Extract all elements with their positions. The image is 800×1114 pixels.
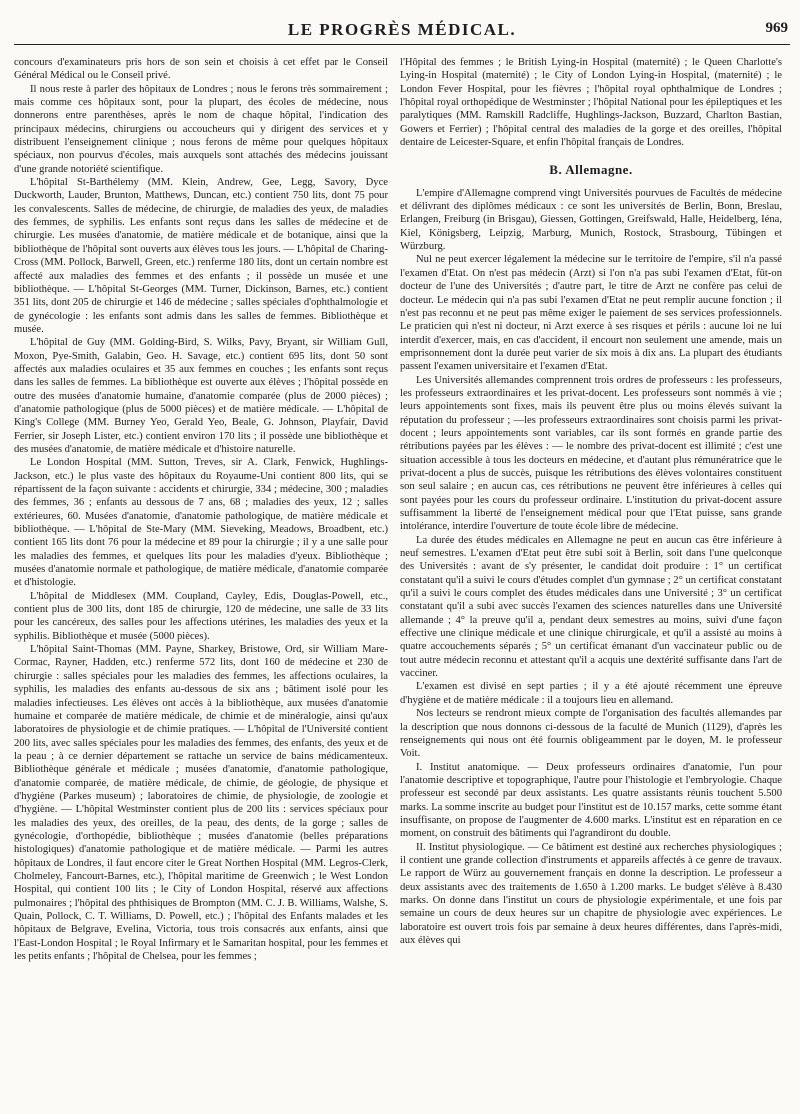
- paragraph: La durée des études médicales en Allemagne ne peut en aucun cas être inférieure à neuf semestres. L'examen d'Etat peut être subi soit à Berlin, soit dans l'une quelconque des Universités : avant de s'y présenter, le candidat doit produire : 1° un certificat constatant qu'il a suivi le cours d'études complet d'un gymnase ; 2° un certificat constatant qu'il a suivi le cours complet des études médicales dans une Université ; 3° un certificat constatant qu'il a subi avec succès l'examen des sciences naturelles dans une Université allemande ; 4° la preuve qu'il a, pendant deux semestres au moins, suivi d'une façon effective une clinique médicale et une clinique chirurgicale, et qu'il a assisté au moins à quatre accouchements séparés ; 5° un certificat émanant d'un vaccinateur public ou de tout autre médecin reconnu et attestant qu'il a acquis une dextérité suffisante dans l'art de vacciner.: [400, 534, 782, 680]
- section-heading: B. Allemagne.: [549, 162, 633, 178]
- journal-title: LE PROGRÈS MÉDICAL.: [287, 20, 517, 39]
- page-number: 969: [765, 20, 788, 36]
- paragraph: L'empire d'Allemagne comprend vingt Universités pourvues de Facultés de médecine et délivrant des diplômes médicaux : ce sont les universités de Berlin, Bonn, Breslau, Erlangen, Freiburg (in Brisgau), Giessen, Gottingen, Greifswald, Halle, Heidelberg, Iéna, Kiel, Königsberg, Leipzig, Marburg, Munich, Rostock, Strasbourg, Tübingen et Würzburg.: [400, 187, 782, 253]
- paragraph: II. Institut physiologique. — Ce bâtiment est destiné aux recherches physiologiques ; il contient une grande collection d'instruments et appareils affectés à ce genre de travaux. Le rapport de Würz au gouvernement français en donne la description. Le professeur a deux assistants avec des traitements de 1.650 à 1.200 marks. Le budget s'élève à 8.430 marks. On donne dans l'institut un cours de physiologie expérimentale, et une fois par semaine un cours de deux heures sur un chapitre de physiologie avec expériences. Le laboratoire est ouvert trois fois par semaine à deux heures différentes, dans l'après-midi, aux élèves qui: [400, 841, 782, 946]
- paragraph: l'Hôpital des femmes ; le British Lying-in Hospital (maternité) ; le Queen Charlotte's Lying-in Hospital (maternité) ; le City of London Lying-in Hospital, (maternité) ; le London Fever Hospital, pour les fièvres ; l'hôpital royal ophthalmique de Londres ; l'hôpital royal orthopédique de Westminster ; l'hôpital National pour les épileptiques et les paralytiques (MM. Ramskill Radcliffe, Hughlings-Jackson, Buzzard, Charlton Bastian, Gowers et Ferrier) ; l'hôpital central des maladies de la gorge et des oreilles, l'hôpital dentaire de Leicester-Square, et enfin l'hôpital français de Londres.: [400, 57, 782, 149]
- paragraph: Le London Hospital (MM. Sutton, Treves, sir A. Clark, Fenwick, Hughlings-Jackson, etc.) le plus vaste des hôpitaux du Royaume-Uni contient 800 lits, qui se répartissent de la façon suivante : accidents et chirurgie, 334 ; médecine, 300 ; maladies des femmes, 36 ; enfants au dessous de 7 ans, 68 ; maladies des yeux, 12 ; salles extérieures, 60. Musées d'anatomie, d'anatomie pathologique, de matière médicale et bibliothèque. — L'hôpital de Ste-Mary (MM. Sieveking, Meadows, Broadbent, etc.) contient 165 lits dont 76 pour la médecine et 89 pour la chirurgie ; il y a une salle pour les maladies des femmes, et quelques lits pour les maladies d'yeux. Bibliothèque ; musées d'anatomie normale et pathologique, de matière médicale, d'anatomie comparée et d'histologie.: [14, 457, 388, 589]
- paragraph: Il nous reste à parler des hôpitaux de Londres ; nous le ferons très sommairement ; mais comme ces hôpitaux sont, pour la plupart, des écoles de médecine, nous donnerons entre parenthèses, après le nom de chaque hôpital, l'indication des principaux médecins, chirurgiens ou accoucheurs qui y dirigent des services et y distribuent l'enseignement clinique ; nous ferons de même pour quelques hôpitaux spéciaux, non pourvus d'écoles, mais auxquels sont attachés des médecins jouissant d'une grande notoriété scientifique.: [14, 83, 388, 175]
- paragraph: I. Institut anatomique. — Deux professeurs ordinaires d'anatomie, l'un pour l'anatomie descriptive et topographique, l'autre pour l'histologie et l'embryologie. Chaque professeur est secondé par deux assistants. Les quatre assistants réunis touchent 5.500 marks. La somme inscrite au budget pour l'institut est de 10.157 marks, cette somme étant insuffisante, on propose de l'augmenter de 4.600 marks. L'institut est en réparation en ce moment, on construit des bâtiments qui l'agrandiront du double.: [400, 761, 782, 840]
- paragraph: L'hôpital Saint-Thomas (MM. Payne, Sharkey, Bristowe, Ord, sir William Mare-Cormac, Rayner, Hadden, etc.) renferme 572 lits, dont 160 de médecine et 230 de chirurgie : salles spéciales pour les maladies des femmes, les affections oculaires, la syphilis, les maladies des enfants au-dessous de six ans ; bâtiment isolé pour les maladies infectieuses. Les élèves ont accès à la bibliothèque, aux musées d'anatomie humaine et comparée de matière médicale, de chimie et de minéralogie, ainsi qu'aux laboratoires de physiologie et de chimie pratiques. — L'hôpital de l'Université contient 200 lits, avec salles spéciales pour les maladies des femmes, des enfants, des yeux et de la peau ; à ce dernier département se rattache un service de bains médicamenteux. Bibliothèque générale et médicale ; musées d'anatomie, d'anatomie pathologique, d'anatomie comparée, de matière médicale, de chimie, de géologie, de physique et d'hygiène (Parkes museum) ; laboratoires de chimie, de physiologie, de zoologie et d'hygiène. — L'hôpital Westminster contient plus de 200 lits : services spéciaux pour les maladies des yeux, des oreilles, de la peau, des dents, de la gorge ; salles de gynécologie, d'orthopédie, bibliothèque ; musées d'anatomie (belles préparations histologiques) d'anatomie pathologique et de matière médicale. — Parmi les autres hôpitaux de Londres, il faut encore citer le Great Northen Hospital (MM. Legros-Clerk, Cholmeley, Fancourt-Barnes, etc.), l'hôpital maritime de Greenwich ; le West London Hospital, qui contient 100 lits ; le City of London Hospital, réservé aux affections pulmonaires ; l'hôpital des phthisiques de Brompton (MM. C. J. B. Williams, Walshe, S. Quain, Pollock, C. T. Williams, D. Powell, etc.) ; l'hôpital des Enfants malades et les hôpitaux de Belgrave, Evelina, Victoria, tous trois consacrés aux enfants, ainsi que l'East-London Hospital ; le Royal Infirmary et le Samaritan hospital, pour les femmes et les petits enfants ; l'hôpital de Chelsea, pour les femmes ;: [14, 644, 388, 963]
- left-column: [14, 56, 388, 1108]
- page-header: [14, 20, 790, 45]
- paragraph: Nos lecteurs se rendront mieux compte de l'organisation des facultés allemandes par la description que nous donnons ci-dessous de la faculté de Munich (1129), d'après les renseignements qui nous ont été fournis obligeamment par le doyen, M. le professeur Voit.: [400, 708, 782, 760]
- paragraph: Les Universités allemandes comprennent trois ordres de professeurs : les professeurs, les professeurs extraordinaires et les privat-docent. Les professeurs sont nommés à vie ; leurs appointements sont fixes, mais ils peuvent être plus ou moins élevés suivant la réputation du professeur ; —les professeurs extraordinaires sont choisis parmi les privat-docent ; leurs appointements sont variables, car ils sont formés en grande partie des rétributions payées par les élèves : — le nombre des privat-docent est illimité ; c'est une situation accessible à tous les docteurs en médecine, et d'autant plus rémunératrice que le privat-docent a plus de succès, puisque les rétributions des élèves volontaires constituent son seul salaire ; en aucun cas, ces rétributions ne peuvent être inférieures à celles qui sont payées pour les cours du professeur ordinaire. L'institution du privat-docent assure suffisamment la liberté de l'enseignement médical pour que l'Etat puisse, sans grande intolérance, interdire l'ouverture de toute école libre de médecine.: [400, 374, 782, 533]
- paragraph: concours d'examinateurs pris hors de son sein et choisis à cet effet par le Conseil Général Médical ou le Conseil privé.: [14, 57, 388, 82]
- paragraph: L'hôpital de Middlesex (MM. Coupland, Cayley, Edis, Douglas-Powell, etc., contient plus de 300 lits, dont 185 de chirurgie, 120 de médecine, une salle de 33 lits pour les cancéreux, des salles pour les affections utérines, les maladies des yeux et la syphilis. Bibliothèque et musée (5000 pièces).: [14, 590, 388, 642]
- paragraph: Nul ne peut exercer légalement la médecine sur le territoire de l'empire, s'il n'a passé l'examen d'Etat. On n'est pas médecin (Arzt) si l'on n'a pas subi l'examen d'Etat, fût-on docteur de l'une des Universités ; d'autre part, le titre de Arzt ne confère pas celui de docteur. Le médecin qui n'a pas subi l'examen d'Etat ne peut remplir aucune fonction ; il n'est pas reconnu et ne peut pas même exiger le paiement de ses services professionnels. Le praticien qui n'est ni docteur, ni Arzt exerce à ses risques et périls : aucune loi ne lui interdit d'exercer, mais, en cas d'accident, il encourt non seulement une amende, mais un emprisonnement dont la durée peut varier de six mois à dix ans. La plupart des étudiants passent l'examen universitaire et l'examen d'Etat.: [400, 254, 782, 373]
- paragraph: L'hôpital St-Barthélemy (MM. Klein, Andrew, Gee, Legg, Savory, Dyce Duckworth, Lauder, Brunton, Matthews, Duncan, etc.) contient 750 lits, dont 75 pour les convalescents. Salles de médecine, de chirurgie, de maladies des yeux, de maladies des femmes, de syphilis. Les enfants sont reçus dans les salles de médecine et de chirurgie. Les musées d'anatomie, de matière médicale et de botanique, ainsi que la bibliothèque de l'hôpital sont ouverts aux élèves tous les jours. — L'hôpital de Charing-Cross (MM. Pollock, Barwell, Green, etc.) renferme 180 lits, dont un certain nombre est affecté aux maladies des femmes et des enfants ; il possède un musée et une bibliothèque. — L'hôpital St-Georges (MM. Turner, Dickinson, Barnes, etc.) contient 351 lits, dont 205 de chirurgie et 146 de médecine ; salles spéciales d'ophthalmologie et de gynécologie : les enfants sont admis dans les salles de femmes. Bibliothèque et musée.: [14, 177, 388, 335]
- paragraph: L'hôpital de Guy (MM. Golding-Bird, S. Wilks, Pavy, Bryant, sir William Gull, Moxon, Pye-Smith, Galabin, Geo. H. Savage, etc.) contient 695 lits, dont 50 sont affectés aux maladies oculaires et 35 aux femmes en couches ; les enfants sont reçus dans les salles de femmes. La bibliothèque est ouverte aux élèves ; l'hôpital possède en outre des musées d'anatomie humaine, d'anatomie comparée (plus de 2000 pièces) ; d'anatomie pathologique (plus de 5000 pièces) et de matière médicale. — L'hôpital de King's College (MM. Burney Yeo, Gerald Yeo, Beale, G. Johnson, Playfair, David Ferrier, sir Joseph Lister, etc.) contient environ 170 lits ; il possède une bibliothèque et des musées d'anatomie, de matière médicale et d'histoire naturelle.: [14, 337, 388, 455]
- right-column: [400, 56, 782, 1108]
- paragraph: L'examen est divisé en sept parties ; il y a été ajouté récemment une épreuve d'hygiène et de matière médicale : il a toujours lieu en allemand.: [400, 681, 782, 706]
